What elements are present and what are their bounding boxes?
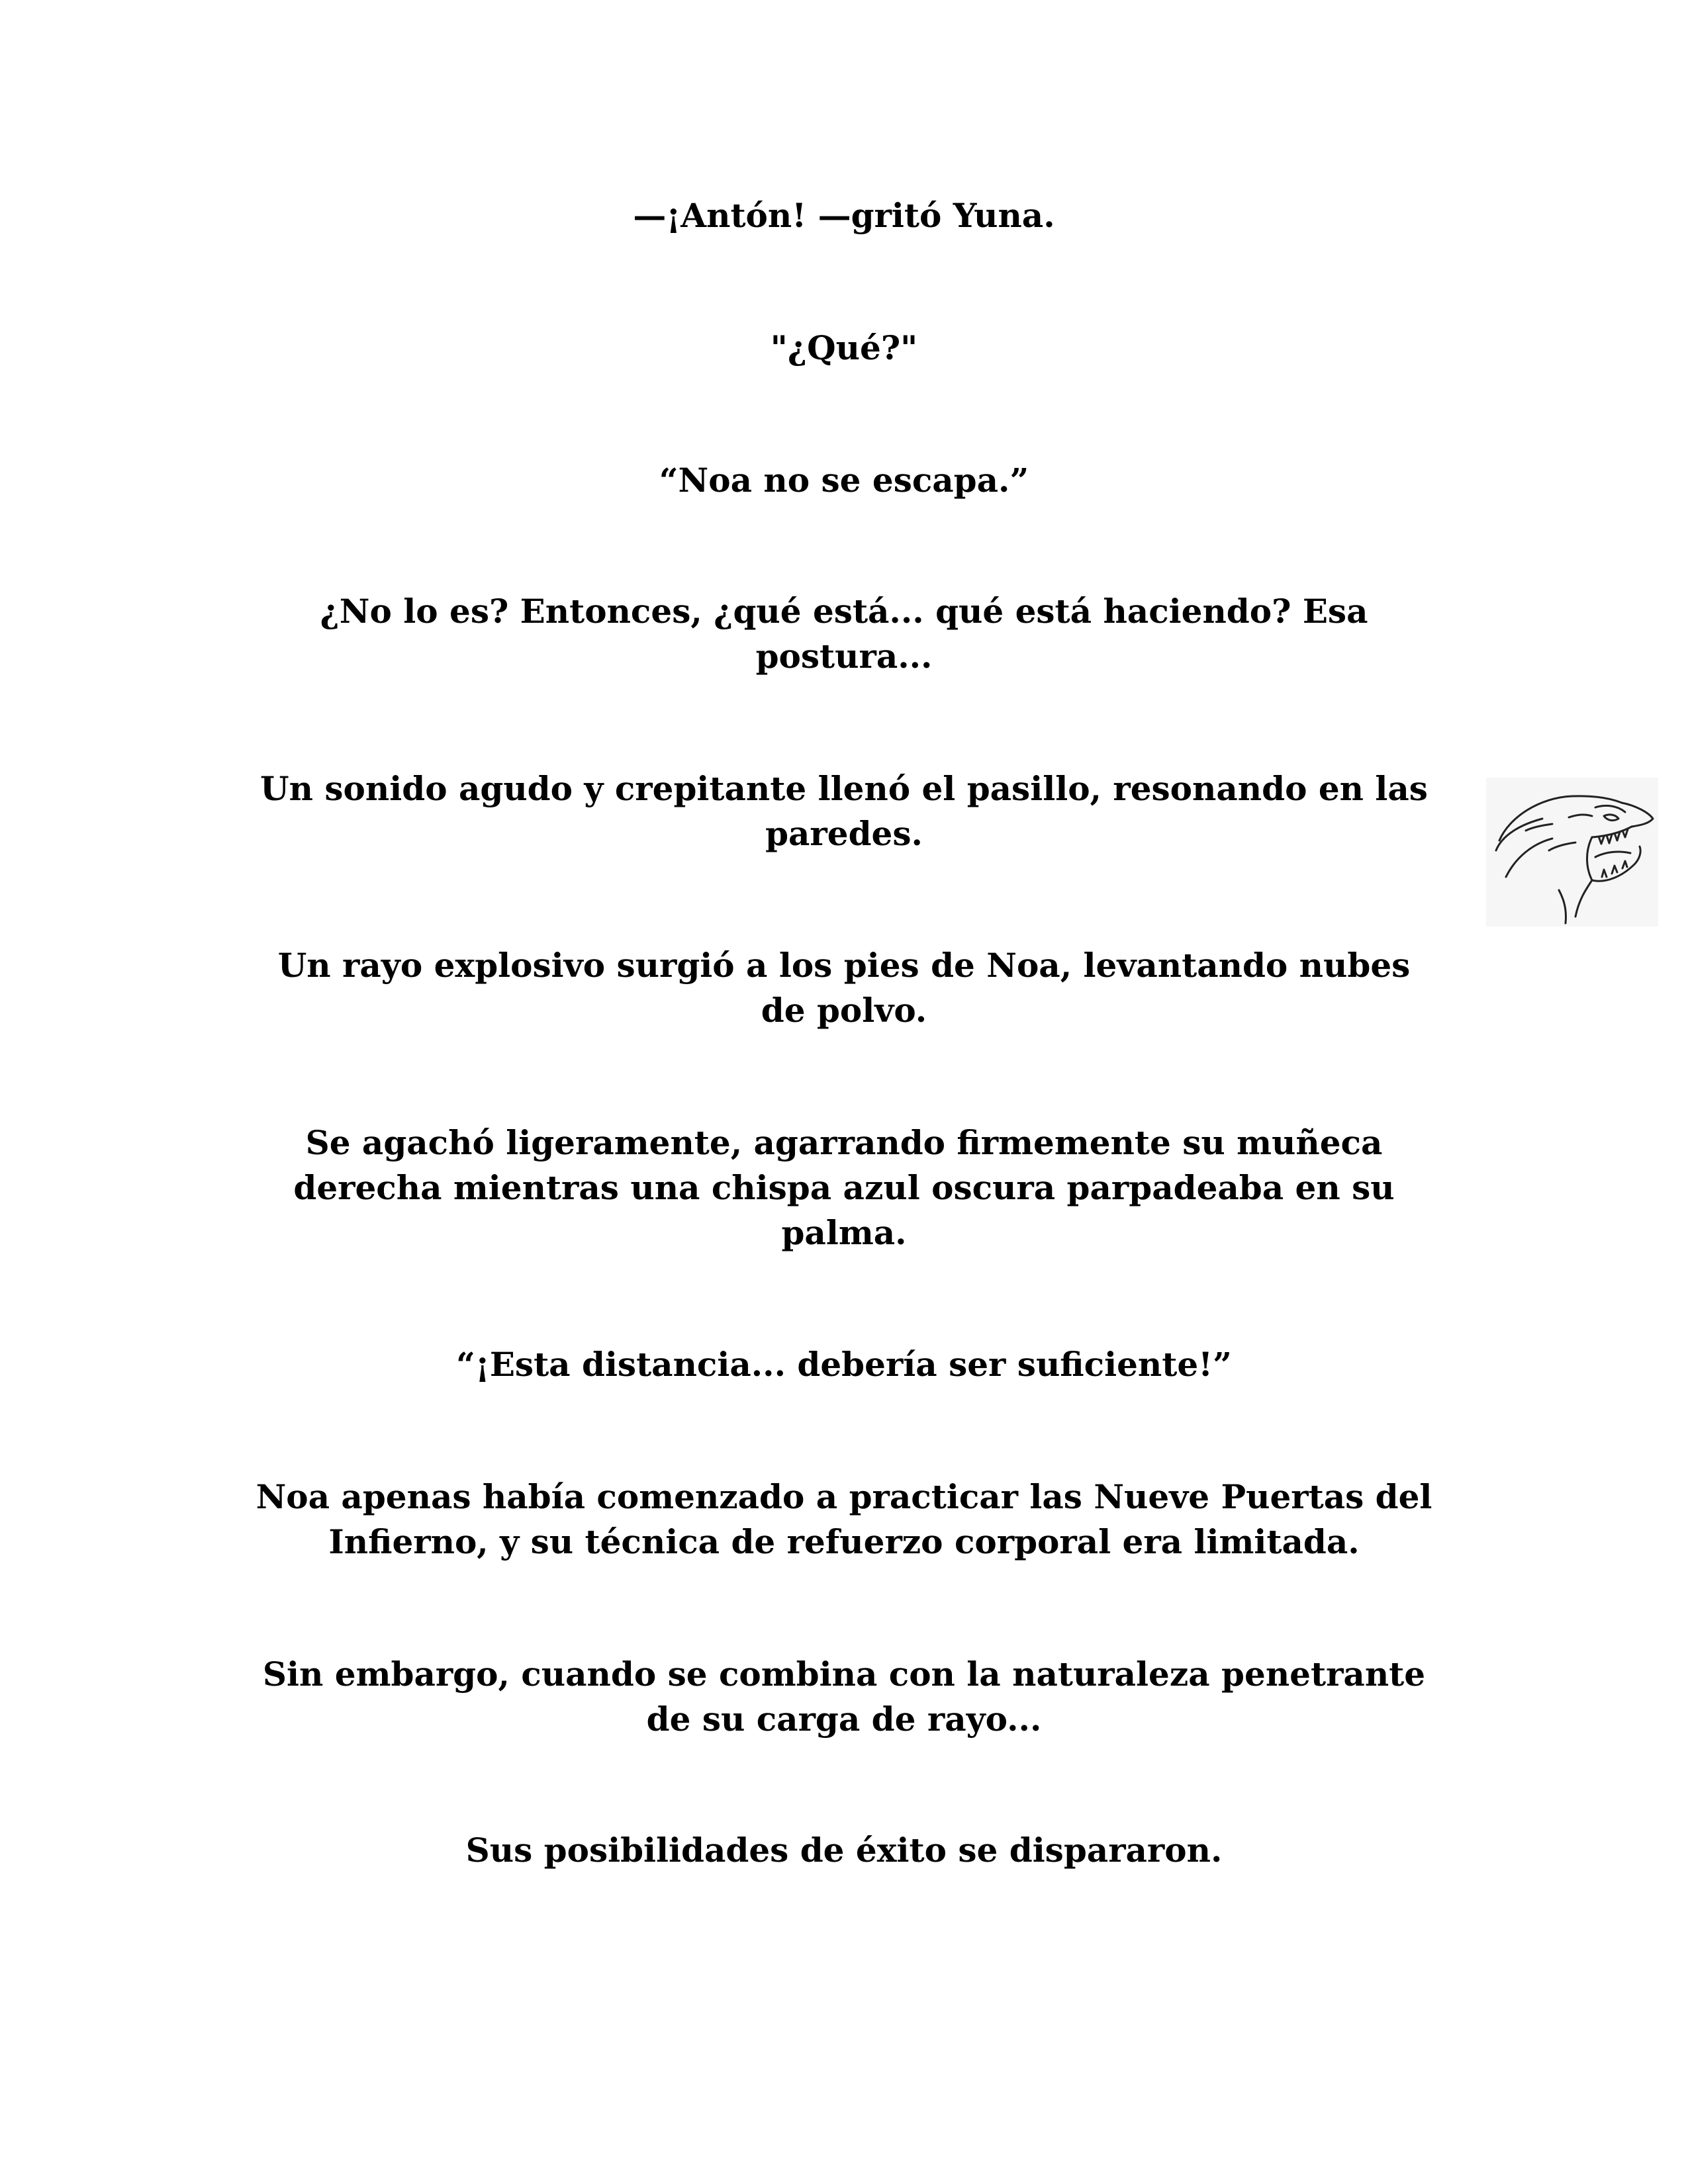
dinosaur-logo xyxy=(1486,778,1658,927)
paragraph-line: “Noa no se escapa.” xyxy=(659,461,1029,500)
paragraph-11 xyxy=(0,1828,1688,1873)
paragraph-line: Un sonido agudo y crepitante llenó el pasillo, resonando en las xyxy=(260,769,1428,808)
paragraph-line: postura... xyxy=(755,637,933,676)
paragraph-6 xyxy=(0,943,1688,1033)
paragraph-5 xyxy=(0,766,1688,856)
paragraph-10 xyxy=(0,1652,1688,1742)
paragraph-line: de su carga de rayo... xyxy=(646,1700,1042,1739)
paragraph-line: Sin embargo, cuando se combina con la naturaleza penetrante xyxy=(262,1655,1426,1694)
paragraph-line: Infierno, y su técnica de refuerzo corporal era limitada. xyxy=(328,1522,1360,1561)
paragraph-line: paredes. xyxy=(765,814,923,853)
paragraph-line: palma. xyxy=(781,1213,907,1252)
paragraph-line: derecha mientras una chispa azul oscura parpadeaba en su xyxy=(293,1168,1395,1207)
paragraph-line: de polvo. xyxy=(761,991,927,1030)
paragraph-line: Se agachó ligeramente, agarrando firmemente su muñeca xyxy=(305,1123,1383,1162)
paragraph-line: Un rayo explosivo surgió a los pies de Noa, levantando nubes xyxy=(277,946,1411,985)
paragraph-line: “¡Esta distancia... debería ser suficiente!” xyxy=(456,1345,1232,1384)
paragraph-4 xyxy=(0,589,1688,679)
paragraph-line: Noa apenas había comenzado a practicar las Nueve Puertas del xyxy=(256,1477,1432,1516)
paragraph-line: "¿Qué?" xyxy=(770,328,918,367)
paragraph-line: —¡Antón! —gritó Yuna. xyxy=(633,196,1055,235)
paragraph-3 xyxy=(0,458,1688,503)
paragraph-8 xyxy=(0,1342,1688,1387)
dinosaur-head-sketch-icon xyxy=(1486,778,1658,927)
paragraph-1 xyxy=(0,193,1688,238)
paragraph-2 xyxy=(0,326,1688,371)
paragraph-7 xyxy=(0,1120,1688,1255)
paragraph-line: Sus posibilidades de éxito se dispararon. xyxy=(465,1831,1223,1870)
paragraph-line: ¿No lo es? Entonces, ¿qué está... qué está haciendo? Esa xyxy=(320,592,1368,631)
paragraph-9 xyxy=(0,1475,1688,1565)
